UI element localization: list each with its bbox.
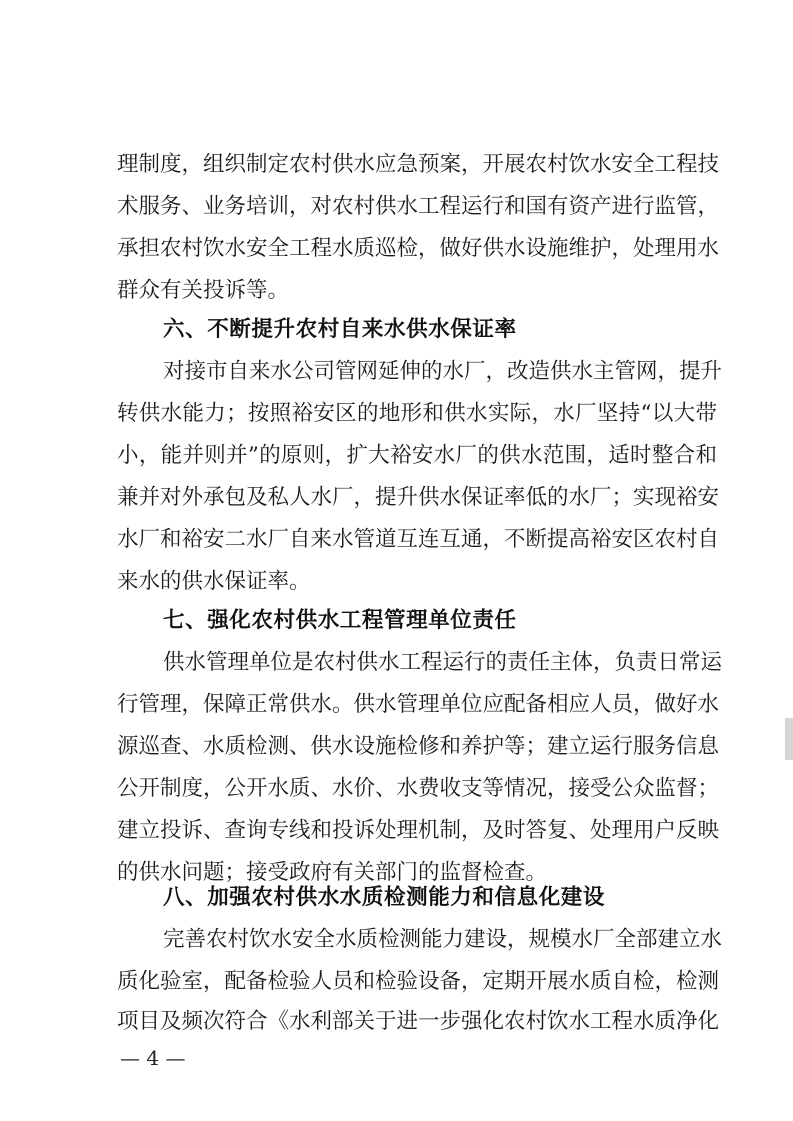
section-heading-7: 七、强化农村供水工程管理单位责任 — [163, 608, 517, 633]
paragraph-line: 群众有关投诉等。 — [117, 278, 290, 303]
paragraph-line: 水厂和裕安二水厂自来水管道互连互通，不断提高裕安区农村自 — [117, 527, 720, 552]
paragraph-line: 完善农村饮水安全水质检测能力建设，规模水厂全部建立水 — [163, 927, 723, 952]
scan-edge-mark — [785, 718, 793, 760]
paragraph-line: 供水管理单位是农村供水工程运行的责任主体，负责日常运 — [163, 650, 723, 675]
paragraph-line: 建立投诉、查询专线和投诉处理机制，及时答复、处理用户反映 — [117, 818, 720, 843]
paragraph-line: 项目及频次符合《水利部关于进一步强化农村饮水工程水质净化 — [117, 1009, 720, 1034]
paragraph-line: 源巡查、水质检测、供水设施检修和养护等；建立运行服务信息 — [117, 734, 720, 759]
paragraph-line: 理制度，组织制定农村供水应急预案，开展农村饮水安全工程技 — [117, 152, 720, 177]
paragraph-line: 承担农村饮水安全工程水质巡检，做好供水设施维护，处理用水 — [117, 236, 720, 261]
page-number: — 4 — — [120, 1046, 186, 1070]
paragraph-line: 来水的供水保证率。 — [117, 569, 311, 594]
paragraph-line: 术服务、业务培训，对农村供水工程运行和国有资产进行监管， — [117, 194, 720, 219]
section-heading-6: 六、不断提升农村自来水供水保证率 — [163, 317, 517, 342]
paragraph-line: 小，能并则并”的原则，扩大裕安水厂的供水范围，适时整合和 — [117, 443, 717, 468]
paragraph-line: 对接市自来水公司管网延伸的水厂，改造供水主管网，提升 — [163, 359, 723, 384]
paragraph-line: 兼并对外承包及私人水厂，提升供水保证率低的水厂；实现裕安 — [117, 485, 720, 510]
paragraph-line: 质化验室，配备检验人员和检验设备，定期开展水质自检，检测 — [117, 969, 720, 994]
section-heading-8: 八、加强农村供水水质检测能力和信息化建设 — [163, 885, 606, 910]
paragraph-line: 行管理，保障正常供水。供水管理单位应配备相应人员，做好水 — [117, 692, 720, 717]
paragraph-line: 公开制度，公开水质、水价、水费收支等情况，接受公众监督； — [117, 776, 720, 801]
paragraph-line: 的供水问题；接受政府有关部门的监督检查。 — [117, 860, 548, 885]
paragraph-line: 转供水能力；按照裕安区的地形和供水实际，水厂坚持“以大带 — [117, 401, 717, 426]
